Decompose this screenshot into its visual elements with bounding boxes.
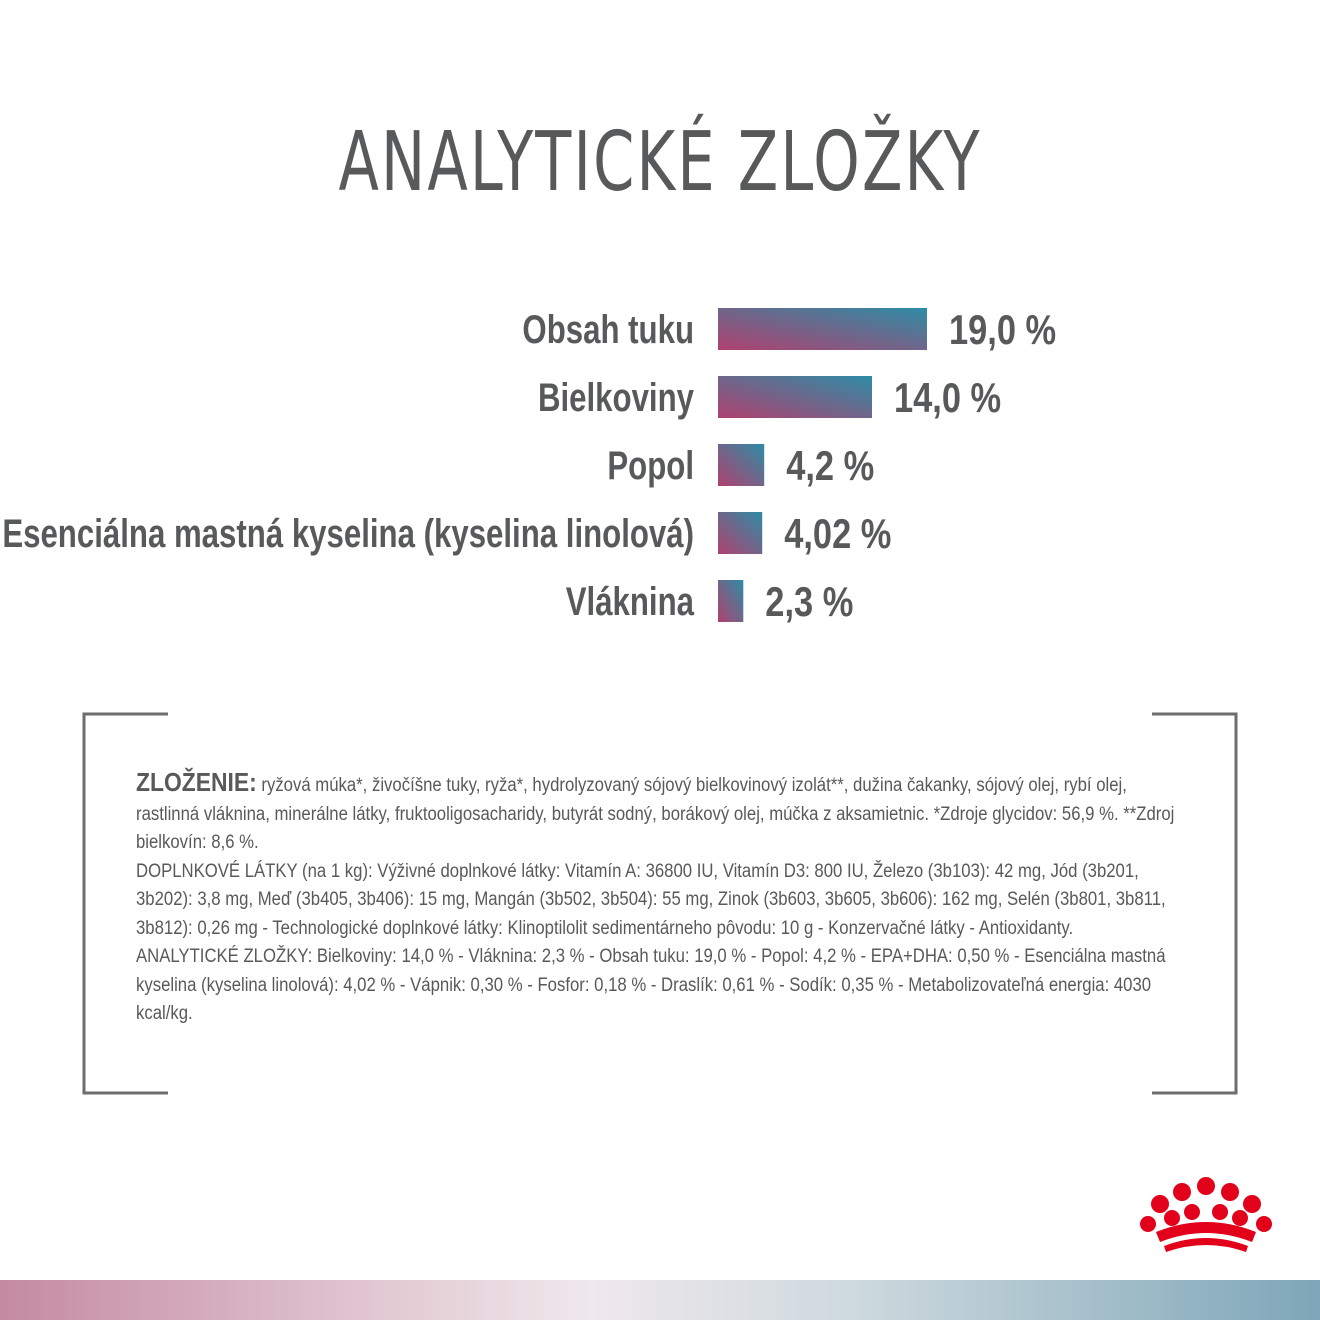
composition-heading: ZLOŽENIE: [136, 767, 257, 797]
value-label: 2,3 % [765, 578, 854, 626]
value-label: 14,0 % [894, 374, 1002, 422]
category-label: Esenciálna mastná kyselina (kyselina linolová) [2, 511, 694, 556]
value-label: 4,02 % [784, 510, 892, 558]
bar [718, 308, 927, 350]
bar [718, 580, 743, 622]
category-label: Popol [607, 443, 694, 488]
analytical-paragraph: ANALYTICKÉ ZLOŽKY: Bielkoviny: 14,0 % - Vláknina: 2,3 % - Obsah tuku: 19,0 % - Popol: 4,2 % - EPA+DHA: 0,50 % - Esenciálna mastná kyselina (kyselina linolová): 4,02 % - Vápnik: 0,30 % - Fosfor: 0,18 % - Draslík: 0,61 % - Sodík: 0,35 % - Metabolizovateľná energia: 4030 kcal/kg. [136, 946, 1166, 1024]
page-title: ANALYTICKÉ ZLOŽKY [338, 115, 982, 210]
category-label: Vláknina [565, 579, 694, 624]
category-label: Bielkoviny [537, 375, 694, 420]
additives-paragraph: DOPLNKOVÉ LÁTKY (na 1 kg): Výživné doplnkové látky: Vitamín A: 36800 IU, Vitamín D3: 800 IU, Železo (3b103): 42 mg, Jód (3b201, 3b202): 3,8 mg, Meď (3b405, 3b406): 15 mg, Mangán (3b502, 3b504): 55 mg, Zinok (3b603, 3b605, 3b606): 162 mg, Selén (3b801, 3b811, 3b812): 0,26 mg - Technologické doplnkové látky: Klinoptilolit sedimentárneho pôvodu: 10 g - Konzervačné látky - Antioxidanty. [136, 860, 1166, 939]
ingredients-paragraph [136, 768, 1174, 858]
ingredients-text: ryžová múka*, živočíšne tuky, ryža*, hydrolyzovaný sójový bielkovinový izolát**, dužina čakanky, sójový olej, rybí olej, rastlinná vláknina, minerálne látky, fruktooligosacharidy, butyrát sodný, borákový olej, múčka z aksamietnic. *Zdroje glycidov: 56,9 %. **Zdroj bielkovín: 8,6 %. [136, 775, 1175, 853]
value-label: 4,2 % [786, 442, 875, 490]
bar [718, 444, 764, 486]
crown-logo-icon [1136, 1172, 1276, 1262]
value-label: 19,0 % [949, 306, 1057, 354]
nutrient-bar-chart [0, 290, 1320, 640]
footer-gradient-bar [0, 1280, 1320, 1320]
bar [718, 512, 762, 554]
bar [718, 376, 872, 418]
composition-text [136, 768, 1174, 1029]
category-label: Obsah tuku [522, 307, 694, 352]
